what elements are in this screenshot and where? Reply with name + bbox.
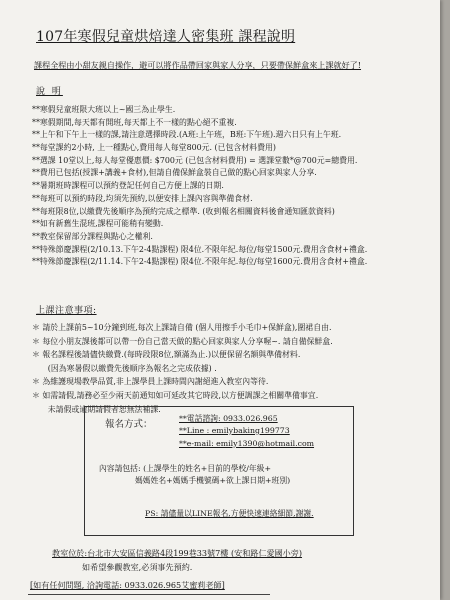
explain-item: **費用已包括(授課+講義+食材),但請自備保鮮盒裝自己做的點心回家與家人分享.	[32, 168, 317, 178]
notes-item: (因為寒暑假以繳費先後順序為報名之完成依據) .	[32, 363, 217, 373]
signup-include-line2: 媽媽姓名+媽媽手機號碼+欲上課日期+班別)	[135, 476, 291, 485]
signup-label: 報名方式：	[105, 419, 153, 430]
intro-text: 課程全程由小甜友親自操作，避可以將作品帶回家與家人分享，只要帶保鮮盒來上課就好了!	[34, 60, 362, 70]
explain-item: **每班限8位,以繳費先後順序為預約完成之標準. (收到報名相關資料後會通知匯款資料)	[32, 206, 335, 216]
signup-include-line1: 內容請包括: (上課學生的姓名+目前的學校/年級+	[99, 464, 271, 473]
explain-item: **教室保留部分課程與點心之權利.	[32, 231, 153, 241]
explain-item: **每班可以預約時段,均須先預約,以便安排上課內容與準備食材.	[32, 193, 253, 203]
explain-item: **暑期班時課程可以預約登記任何自己方便上課的日期.	[32, 181, 224, 191]
signup-phone[interactable]: **電話諮詢: 0933.026.965	[179, 414, 278, 423]
notes-item: ＊ 報名課程後請儘快繳費.(每時段限8位,額滿為止.)以便保留名額與準備材料.	[32, 350, 301, 360]
signup-line[interactable]: **Line : emilybaking199773	[179, 426, 290, 435]
notes-item: ＊ 為維護現場教學品質,非上課學員上課時間內謝絕進入教室內等待.	[32, 377, 269, 387]
notes-item: ＊ 每位小朋友課後都可以帶一份自己當天做的點心回家與家人分享喔~. 請自備保鮮盒.	[32, 336, 333, 346]
notes-heading: 上課注意事項:	[36, 306, 97, 316]
explain-heading: 說 明	[36, 87, 63, 97]
explain-item: **上午和下午上一樣的課,請注意選擇時段.(A班:上午班，B班:下午班).週六日只有上午班.	[32, 130, 342, 140]
address-note: 如希望參觀教室,必須事先預約.	[82, 562, 193, 572]
explain-item: **特殊節慶課程(2/11.14.下午2-4點課程) 限4位.不限年紀.每位/每堂1600元.費用含食材+禮盒.	[32, 257, 368, 267]
contact-line: [如有任何問題, 洽詢電話: 0933.026.965艾蜜莉老師]	[30, 580, 225, 590]
explain-item: **選課 10堂以上,每人每堂優惠價: $700元 (已包含材料費用) = 選課堂數*@700元=總費用.	[32, 155, 358, 165]
notes-list	[32, 321, 333, 416]
notes-item: ＊ 如需請假,請務必至少兩天前通知如可延改其它時段,以方便調課之相關準備事宜.	[32, 390, 319, 400]
notes-item: 未請假或逾期請假者恕無法補課.	[32, 404, 161, 414]
classroom-address: 教室位於:台北市大安區信義路4段199巷33號7樓 (安和路仁愛國小旁)	[52, 548, 303, 558]
explain-item: **如有新舊生混班,課程可能稍有變動.	[32, 219, 164, 229]
notes-item: ＊ 請於上課前5~10分鐘到班,每次上課請自備 (個人用擦手小毛巾+保鮮盒),圍裙自由.	[32, 323, 332, 332]
explain-list	[32, 104, 367, 269]
divider	[28, 594, 270, 595]
explain-item: **每堂課約2小時, 上一種點心,費用每人每堂800元. (已包含材料費用)	[32, 143, 276, 153]
signup-ps: PS: 請儘量以LINE報名,方便快速連絡細節,謝謝.	[145, 509, 314, 518]
signup-email[interactable]: **e-mail: emily1390@hotmail.com	[179, 439, 315, 448]
explain-item: **寒假期間,每天都有開班,每天都上不一樣的點心絕不重複.	[32, 117, 237, 127]
explain-item: **寒假兒童班限大班以上~國三為止學生.	[32, 105, 176, 114]
explain-item: **特殊節慶課程(2/10.13.下午2-4點課程) 限4位.不限年紀.每位/每堂1500元.費用含食材+禮盒.	[32, 244, 368, 254]
document-title: 107年寒假兒童烘焙達人密集班 課程說明	[36, 29, 296, 45]
signup-box	[84, 406, 354, 536]
